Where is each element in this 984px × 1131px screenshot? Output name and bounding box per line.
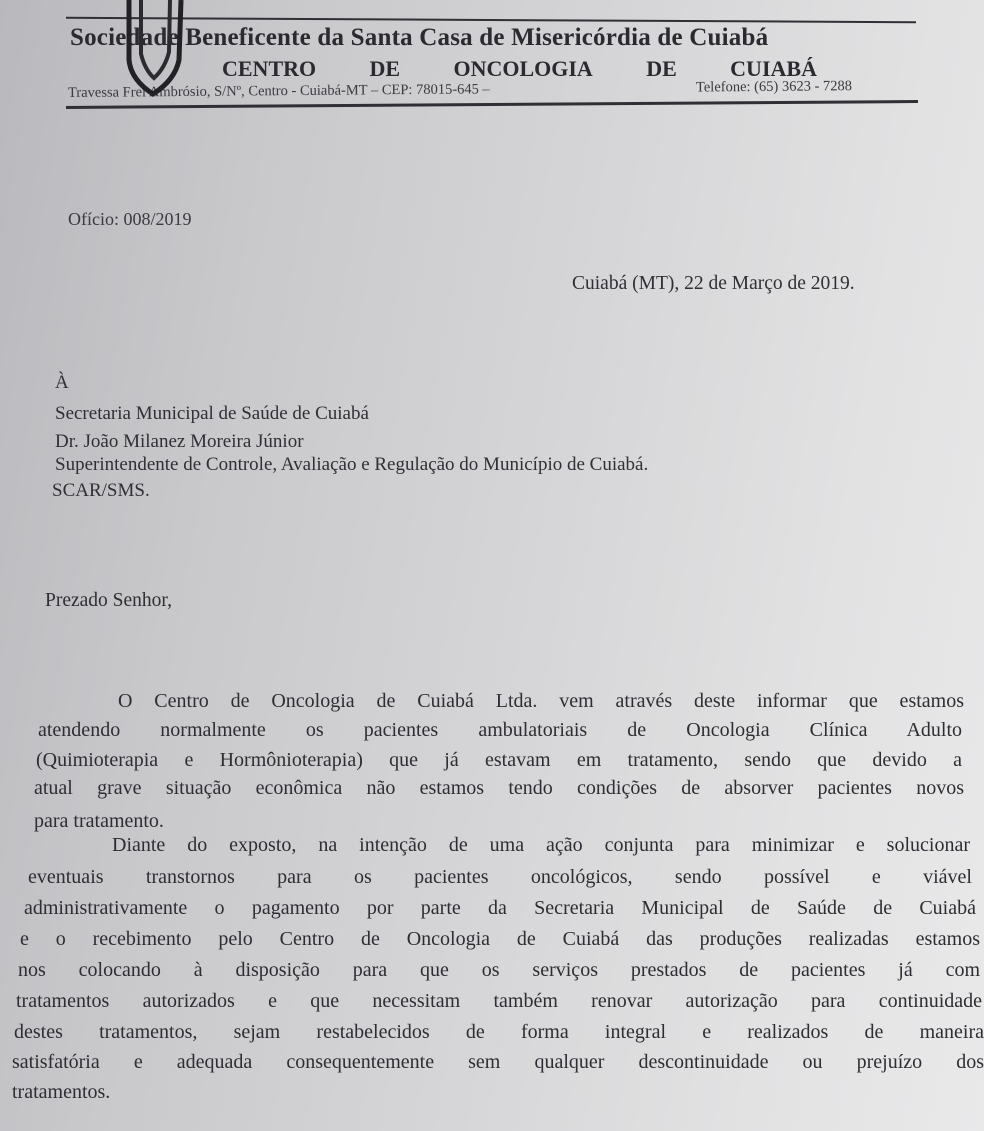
paragraph-line: nos colocando à disposição para que os serviços prestados de pacientes já com bbox=[18, 959, 980, 981]
paragraph-line: administrativamente o pagamento por parte da Secretaria Municipal de Saúde de Cuiabá bbox=[24, 897, 976, 919]
paragraph-line: destes tratamentos, sejam restabelecidos de forma integral e realizados de maneira bbox=[14, 1021, 984, 1043]
recipient-line: Secretaria Municipal de Saúde de Cuiabá bbox=[55, 403, 369, 424]
paragraph-line: atual grave situação econômica não estamos tendo condições de absorver pacientes novos bbox=[34, 777, 964, 799]
paragraph-line: satisfatória e adequada consequentemente sem qualquer descontinuidade ou prejuízo dos bbox=[12, 1051, 984, 1073]
paper-clip-icon bbox=[123, 0, 193, 110]
organization-name: Sociedade Beneficente da Santa Casa de Misericórdia de Cuiabá bbox=[70, 24, 769, 51]
center-word: CUIABÁ bbox=[730, 56, 817, 81]
paragraph-line: (Quimioterapia e Hormônioterapia) que já estavam em tratamento, sendo que devido a bbox=[36, 749, 962, 771]
paragraph-line: eventuais transtornos para os pacientes oncológicos, sendo possível e viável bbox=[28, 866, 972, 888]
letter-reference: Ofício: 008/2019 bbox=[68, 209, 192, 229]
paragraph-line: O Centro de Oncologia de Cuiabá Ltda. vem através deste informar que estamos bbox=[118, 690, 964, 712]
paragraph-line: tratamentos autorizados e que necessitam também renovar autorização para continuidade bbox=[16, 990, 982, 1012]
center-name bbox=[222, 56, 822, 82]
greeting: Prezado Senhor, bbox=[45, 590, 173, 611]
recipient-line: SCAR/SMS. bbox=[52, 480, 150, 501]
recipient-line: Dr. João Milanez Moreira Júnior bbox=[55, 431, 304, 452]
recipient-line: Superintendente de Controle, Avaliação e Regulação do Município de Cuiabá. bbox=[55, 454, 649, 475]
center-word: ONCOLOGIA bbox=[453, 56, 593, 81]
paragraph-line: atendendo normalmente os pacientes ambulatoriais de Oncologia Clínica Adulto bbox=[38, 719, 962, 741]
address: Travessa Frei Ambrósio, S/Nº, Centro - Cuiabá-MT – CEP: 78015-645 – bbox=[67, 81, 490, 101]
header-bottom-rule bbox=[66, 100, 918, 109]
paragraph-line: tratamentos. bbox=[12, 1081, 111, 1103]
date-line: Cuiabá (MT), 22 de Março de 2019. bbox=[572, 273, 855, 294]
paragraph-line: Diante do exposto, na intenção de uma ação conjunta para minimizar e solucionar bbox=[112, 834, 970, 856]
center-word: CENTRO bbox=[222, 56, 317, 81]
center-word: DE bbox=[646, 56, 677, 81]
recipient-to: À bbox=[55, 372, 69, 393]
header-top-rule bbox=[66, 17, 916, 23]
center-word: DE bbox=[369, 56, 401, 81]
paragraph-line: para tratamento. bbox=[34, 810, 164, 832]
paragraph-line: e o recebimento pelo Centro de Oncologia de Cuiabá das produções realizadas estamos bbox=[20, 928, 980, 950]
phone: Telefone: (65) 3623 - 7288 bbox=[695, 78, 853, 96]
